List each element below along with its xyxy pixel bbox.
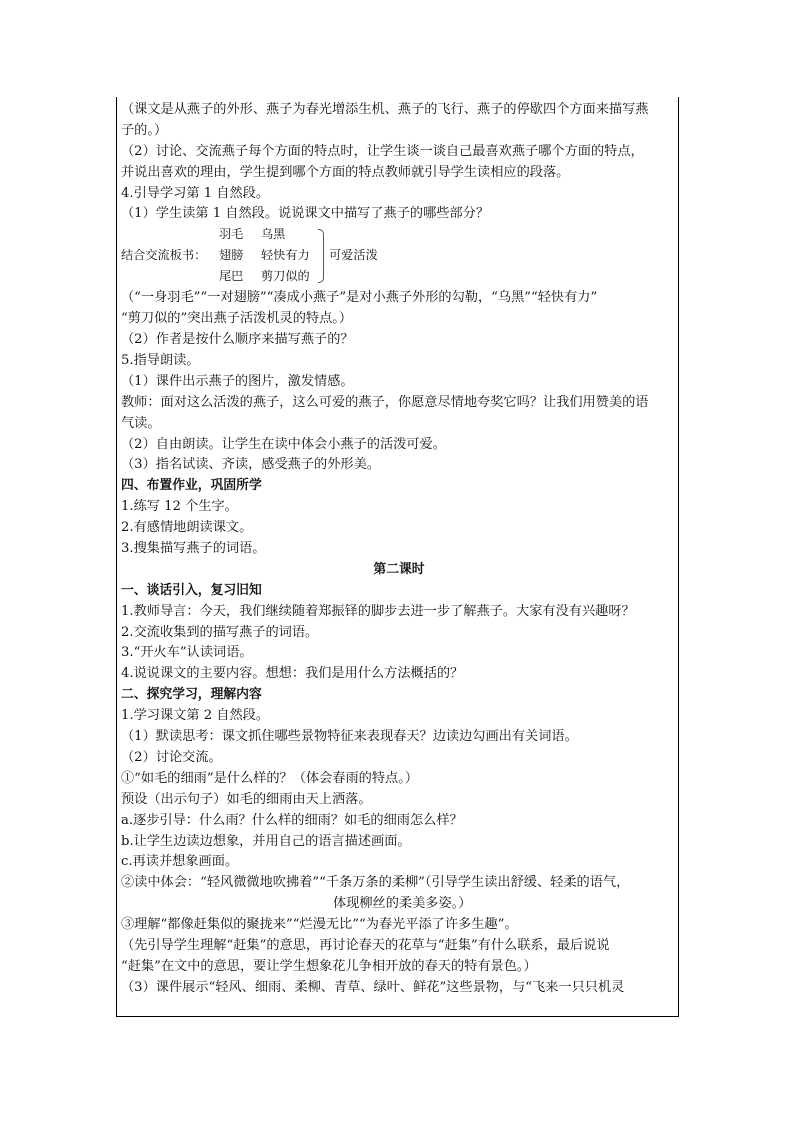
board-desc: 剪刀似的 [261,269,310,284]
board-part: 翅膀 [219,248,244,263]
board-part: 尾巴 [219,269,244,284]
text-line: （先引导学生理解“赶集”的意思，再讨论春天的花草与“赶集”有什么联系，最后说说 [121,937,610,953]
lesson-plan-text [121,100,677,999]
text-block-after-board [121,288,677,998]
text-line: 预设（出示句子）如毛的细雨由天上洒落。 [121,791,372,807]
text-line: （2）讨论、交流燕子每个方面的特点时，让学生谈一谈自己最喜欢燕子哪个方面的特点， [121,143,644,159]
text-line: 并说出喜欢的理由，学生提到哪个方面的特点教师就引导学生读相应的段落。 [121,164,570,180]
text-line: 3.“开火车”认读词语。 [121,645,253,661]
text-line: “剪刀似的”突出燕子活泼机灵的特点。） [121,311,353,327]
text-line: ②读中体会：“轻风微微地吹拂着”“千条万条的柔柳”（引导学生读出舒缓、轻柔的语气， [121,875,630,891]
text-line: （“一身羽毛”“一对翅膀”“凑成小燕子”是对小燕子外形的勾勒，“乌黑”“轻快有力” [121,290,598,306]
text-line: 4.引导学习第 1 自然段。 [121,185,270,201]
board-row [219,246,310,263]
section-heading: 二、探究学习，理解内容 [121,687,262,703]
text-line: c.再读并想象画面。 [121,854,239,870]
text-line: 2.交流收集到的描写燕子的词语。 [121,624,319,640]
text-line: （2）自由朗读。让学生在读中体会小燕子的活泼可爱。 [121,436,446,452]
text-line: 4.说说课文的主要内容。想想：我们是用什么方法概括的？ [121,666,464,682]
text-line: 1.练写 12 个生字。 [121,499,238,515]
text-line: ①“如毛的细雨”是什么样的？（体会春雨的特点。） [121,770,419,786]
text-line: ③理解“都像赶集似的聚拢来”“烂漫无比”“为春光平添了许多生趣”。 [121,917,518,933]
blackboard-summary [121,225,677,288]
text-line: （1）学生读第 1 自然段。说说课文中描写了燕子的哪些部分？ [121,206,490,222]
text-line: （2）讨论交流。 [121,749,222,765]
lesson-title: 第二课时 [373,561,425,577]
text-line: （1）课件出示燕子的图片，激发情感。 [121,373,354,389]
text-line: 3.搜集描写燕子的词语。 [121,541,266,557]
text-line: （1）默读思考：课文抓住哪些景物特征来表现春天？边读边勾画出有关词语。 [121,729,578,745]
lesson-plan-table-cell [116,97,679,1017]
section-heading: 四、布置作业，巩固所学 [121,478,262,494]
text-line: a.逐步引导：什么雨？什么样的细雨？如毛的细雨怎么样？ [121,812,463,828]
text-line: （3）课件展示“轻风、细雨、柔柳、青草、绿叶、鲜花”这些景物，与“飞来一只只机灵 [121,979,625,995]
board-desc: 乌黑 [261,227,286,242]
board-brace [318,229,324,283]
text-line: 2.有感情地朗读课文。 [121,520,253,536]
text-block-before-board [121,100,677,225]
text-line: （2）作者是按什么顺序来描写燕子的？ [121,332,354,348]
board-prefix: 结合交流板书： [121,248,207,263]
text-line: 子的。） [121,122,168,138]
board-part: 羽毛 [219,227,244,242]
text-line: （3）指名试读、齐读，感受燕子的外形美。 [121,457,380,473]
text-line: 1.学习课文第 2 自然段。 [121,708,270,724]
text-line: “赶集”在文中的意思，要让学生想象花儿争相开放的春天的特有景色。） [121,958,537,974]
text-line: 体现柳丝的柔美多姿。） [333,896,472,912]
board-row [219,225,285,242]
text-line: （课文是从燕子的外形、燕子为春光增添生机、燕子的飞行、燕子的停歇四个方面来描写燕 [121,102,649,117]
text-line: b.让学生边读边想象，并用自己的语言描述画面。 [121,833,411,849]
text-line: 气读。 [121,415,161,431]
text-line: 5.指导朗读。 [121,353,200,369]
board-conclusion: 可爱活泼 [329,248,378,263]
text-line: 1.教师导言：今天，我们继续随着郑振铎的脚步去进一步了解燕子。大家有没有兴趣呀？ [121,603,635,619]
board-desc: 轻快有力 [261,248,310,263]
board-row [219,267,310,284]
text-line: 教师：面对这么活泼的燕子，这么可爱的燕子，你愿意尽情地夸奖它吗？让我们用赞美的语 [121,394,649,410]
section-heading: 一、谈话引入，复习旧知 [121,582,262,598]
